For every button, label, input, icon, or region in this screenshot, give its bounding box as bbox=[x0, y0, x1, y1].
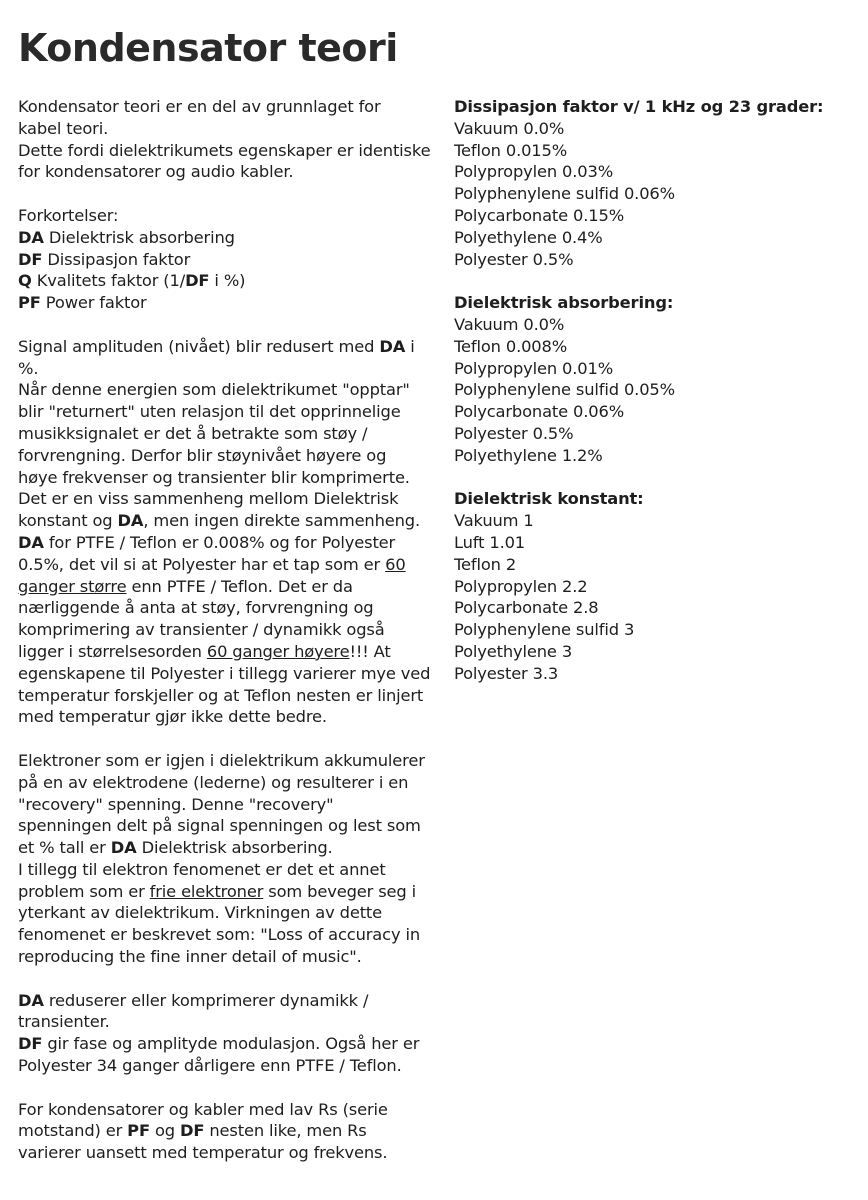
list-item: Vakuum 0.0% bbox=[454, 118, 565, 138]
abbreviations-heading: Forkortelser: bbox=[18, 205, 119, 225]
abbrev-df: DF Dissipasjon faktor bbox=[18, 249, 191, 269]
list-item: Polyester 0.5% bbox=[454, 423, 574, 443]
list-item: Polycarbonate 0.06% bbox=[454, 402, 625, 422]
da-df-paragraph: DA reduserer eller komprimerer dynamikk / transienter. DF gir fase og amplityde modulasjon. Også her er Polyester 34 ganger dårligere enn PTFE / Teflon. bbox=[18, 990, 420, 1076]
rs-paragraph: For kondensatorer og kabler med lav Rs (serie motstand) er PF og DF nesten like, men Rs varierer uansett med temperatur og frekvens. bbox=[18, 1099, 388, 1163]
list-item: Polyphenylene sulfid 0.06% bbox=[454, 184, 675, 204]
electron-paragraph: Elektroner som er igjen i dielektrikum akkumulerer på en av elektrodene (lederne) og resulterer i en "recovery" spenning. Denne "recovery" spenningen delt på signal spenningen og lest som et % tall er DA Dielektrisk absorbering. I tillegg til elektron fenomenet er det et annet problem som er frie elektroner som beveger seg i yterkant av dielektrikum. Virkningen av dette fenomenet er beskrevet som: "Loss of accuracy in reproducing the fine inner detail of music". bbox=[18, 750, 425, 967]
list-item: Polyethylene 3 bbox=[454, 641, 573, 661]
list-item: Polypropylen 2.2 bbox=[454, 576, 588, 596]
dielectric-absorption-list bbox=[454, 292, 866, 466]
list-item: Polycarbonate 2.8 bbox=[454, 598, 599, 618]
list-item: Polyester 0.5% bbox=[454, 249, 574, 269]
abbreviations bbox=[18, 205, 440, 314]
dielectric-constant-heading: Dielektrisk konstant: bbox=[454, 489, 644, 509]
list-item: Vakuum 0.0% bbox=[454, 314, 565, 334]
left-column bbox=[18, 96, 440, 1186]
list-item: Polyphenylene sulfid 0.05% bbox=[454, 380, 675, 400]
list-item: Polypropylen 0.03% bbox=[454, 162, 614, 182]
intro-paragraph: Kondensator teori er en del av grunnlaget for kabel teori. Dette fordi dielektrikumets egenskaper er identiske for kondensatorer og audio kabler. bbox=[18, 97, 431, 182]
right-column bbox=[454, 96, 866, 706]
list-item: Polycarbonate 0.15% bbox=[454, 205, 625, 225]
emphasis-ganger-storre: ganger større bbox=[18, 576, 127, 596]
emphasis-60-link: 60 bbox=[385, 554, 406, 574]
list-item: Teflon 0.008% bbox=[454, 336, 568, 356]
abbrev-q: Q Kvalitets faktor (1/DF i %) bbox=[18, 271, 246, 291]
list-item: Teflon 2 bbox=[454, 554, 517, 574]
emphasis-60-ganger-hoyere: 60 ganger høyere bbox=[206, 641, 350, 661]
list-item: Polyethylene 1.2% bbox=[454, 445, 603, 465]
list-item: Vakuum 1 bbox=[454, 511, 534, 531]
list-item: Luft 1.01 bbox=[454, 532, 526, 552]
dielectric-constant-list bbox=[454, 488, 866, 684]
list-item: Polyester 3.3 bbox=[454, 663, 559, 683]
abbrev-pf: PF Power faktor bbox=[18, 293, 147, 313]
page-title: Kondensator teori bbox=[18, 26, 398, 70]
dielectric-absorption-heading: Dielektrisk absorbering: bbox=[454, 293, 674, 313]
list-item: Teflon 0.015% bbox=[454, 140, 568, 160]
abbrev-da: DA Dielektrisk absorbering bbox=[18, 227, 235, 247]
list-item: Polyethylene 0.4% bbox=[454, 227, 603, 247]
list-item: Polypropylen 0.01% bbox=[454, 358, 614, 378]
list-item: Polyphenylene sulfid 3 bbox=[454, 620, 635, 640]
dissipation-factor-list bbox=[454, 96, 866, 270]
dissipation-factor-heading: Dissipasjon faktor v/ 1 kHz og 23 grader: bbox=[454, 97, 824, 116]
emphasis-frie-elektroner: frie elektroner bbox=[149, 881, 264, 901]
signal-paragraph: Signal amplituden (nivået) blir redusert med DA i %. Når denne energien som dielektrikumet "opptar" blir "returnert" uten relasjon til det opprinnelige musikksignalet er det å betrakte som støy / forvrengning. Derfor blir støynivået høyere og høye frekvenser og transienter blir komprimerte. Det er en viss sammenheng mellom Dielektrisk konstant og DA, men ingen direkte sammenheng. DA for PTFE / Teflon er 0.008% og for Polyester 0.5%, det vil si at Polyester har et tap som er 60 ganger større enn PTFE / Teflon. Det er da nærliggende å anta at støy, forvrengning og komprimering av transienter / dynamikk også ligger i størrelsesorden 60 ganger høyere!!! At egenskapene til Polyester i tillegg varierer mye ved temperatur forskjeller og at Teflon nesten er linjert med temperatur gjør ikke dette bedre. bbox=[18, 336, 431, 727]
